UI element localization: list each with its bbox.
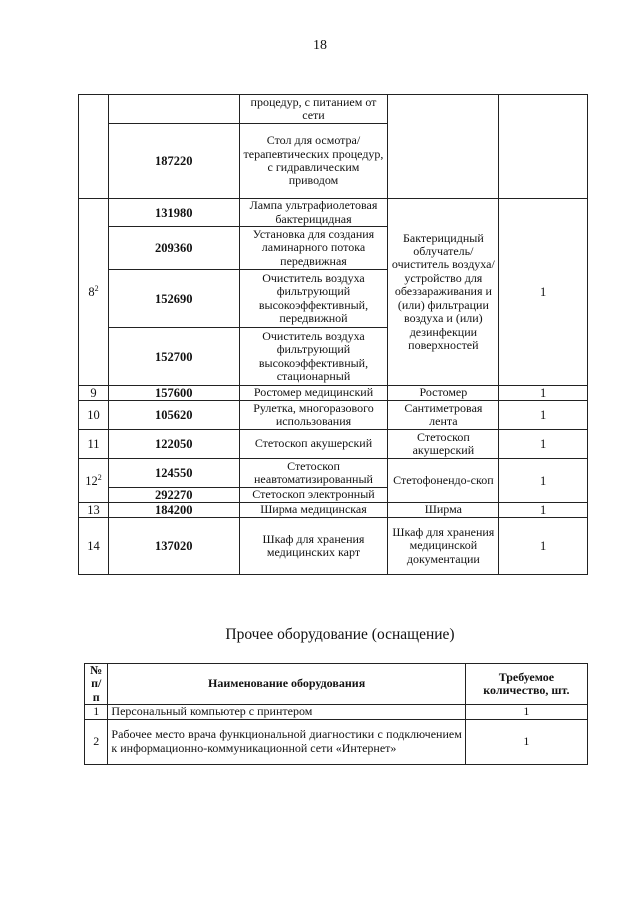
header-name: Наименование оборудования: [108, 664, 465, 705]
name-cell: Установка для создания ламинарного потока передвижная: [239, 227, 388, 270]
header-qty: Требуемое количество, шт.: [465, 664, 587, 705]
table-row: [85, 719, 588, 764]
other-equipment-table: [84, 663, 588, 765]
table-row: [85, 705, 588, 719]
table-row: [79, 401, 588, 430]
table-row: [79, 386, 588, 401]
name-cell: Рабочее место врача функциональной диагностики с подключением к информационно-коммуникационной сети «Интернет»: [108, 719, 465, 764]
qty-cell: 1: [499, 518, 588, 575]
name-cell: Очиститель воздуха фильтрующий высокоэффективный, стационарный: [239, 328, 388, 386]
name-cell: Лампа ультрафиолетовая бактерицидная: [239, 199, 388, 227]
qty-cell: 1: [465, 705, 587, 719]
name-cell: Ширма медицинская: [239, 503, 388, 518]
name-cell: Стетоскоп неавтоматизированный: [239, 459, 388, 488]
name-cell: Персональный компьютер с принтером: [108, 705, 465, 719]
qty-cell: 1: [465, 719, 587, 764]
qty-cell: 1: [499, 459, 588, 503]
name-cell: процедур, с питанием от сети: [239, 95, 388, 124]
table-row: [79, 430, 588, 459]
name-cell: Стетоскоп электронный: [239, 488, 388, 503]
row-number: 2: [85, 719, 108, 764]
name-cell: Очиститель воздуха фильтрующий высокоэффективный, передвижной: [239, 270, 388, 328]
table-row: [79, 503, 588, 518]
code-cell: 157600: [108, 386, 239, 401]
code-cell: 187220: [108, 124, 239, 199]
code-cell: 105620: [108, 401, 239, 430]
type-cell: Бактерицидный облучатель/ очиститель воздуха/ устройство для обеззараживания и (или) фильтрации воздуха и (или) дезинфекции поверхностей: [388, 199, 499, 386]
qty-cell: 1: [499, 401, 588, 430]
row-number: 13: [79, 503, 109, 518]
row-number: 11: [79, 430, 109, 459]
table-row: [79, 199, 588, 227]
name-cell: Рулетка, многоразового использования: [239, 401, 388, 430]
row-number: $8^2$: [79, 199, 109, 386]
type-cell: Сантиметровая лента: [388, 401, 499, 430]
page-number: 18: [313, 38, 327, 53]
qty-cell: 1: [499, 503, 588, 518]
equipment-table: [78, 94, 588, 575]
name-cell: Ростомер медицинский: [239, 386, 388, 401]
code-cell: 152690: [108, 270, 239, 328]
table-row: [79, 459, 588, 488]
code-cell: 152700: [108, 328, 239, 386]
row-number: 9: [79, 386, 109, 401]
name-cell: Стол для осмотра/терапевтических процедур, с гидравлическим приводом: [239, 124, 388, 199]
row-number: 10: [79, 401, 109, 430]
code-cell: 292270: [108, 488, 239, 503]
code-cell: 124550: [108, 459, 239, 488]
table-header-row: [85, 664, 588, 705]
code-cell: 131980: [108, 199, 239, 227]
code-cell: 137020: [108, 518, 239, 575]
code-cell: 184200: [108, 503, 239, 518]
type-cell: Ширма: [388, 503, 499, 518]
row-number: $12^2$: [79, 459, 109, 503]
qty-cell: 1: [499, 199, 588, 386]
code-cell: 122050: [108, 430, 239, 459]
code-cell: [108, 95, 239, 124]
table-row: [79, 95, 588, 124]
name-cell: Стетоскоп акушерский: [239, 430, 388, 459]
row-number: 1: [85, 705, 108, 719]
row-number: 14: [79, 518, 109, 575]
type-cell: Стетоскоп акушерский: [388, 430, 499, 459]
name-cell: Шкаф для хранения медицинских карт: [239, 518, 388, 575]
qty-cell: 1: [499, 386, 588, 401]
table-row: [79, 518, 588, 575]
type-cell: Шкаф для хранения медицинской документации: [388, 518, 499, 575]
section-title: Прочее оборудование (оснащение): [225, 626, 455, 643]
type-cell: Ростомер: [388, 386, 499, 401]
header-num: № п/п: [85, 664, 108, 705]
code-cell: 209360: [108, 227, 239, 270]
type-cell: Стетофонендо-скоп: [388, 459, 499, 503]
qty-cell: 1: [499, 430, 588, 459]
